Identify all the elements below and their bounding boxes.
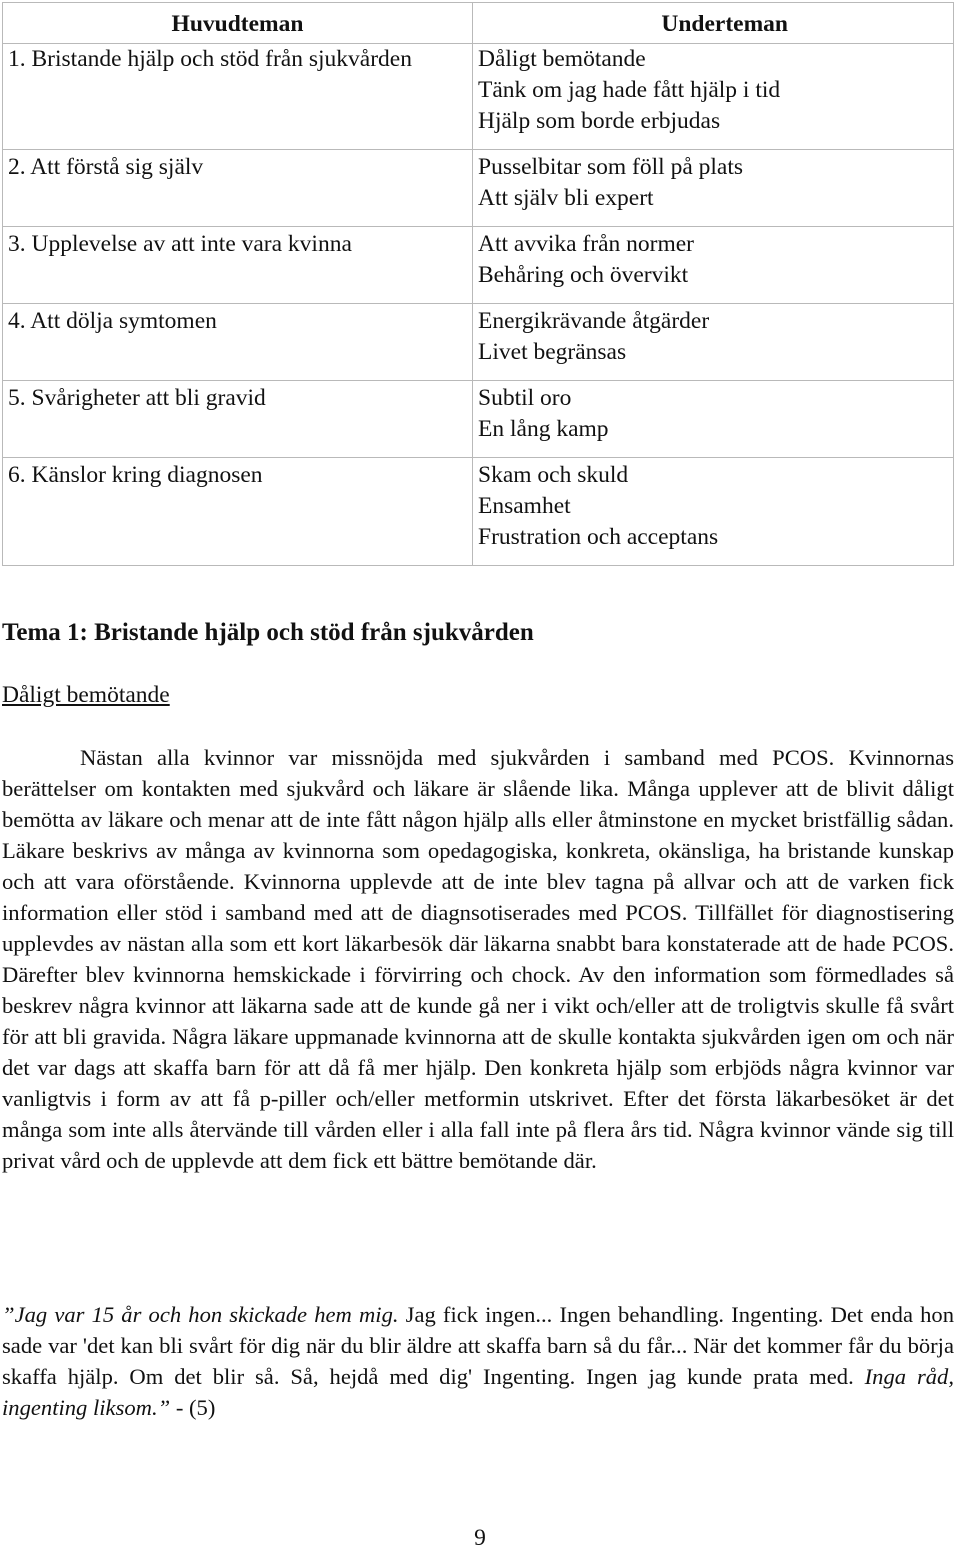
sub-themes-cell — [473, 458, 954, 566]
sub-theme: Subtil oro — [478, 385, 572, 411]
sub-theme: Att avvika från normer — [478, 231, 694, 257]
quote-italic-start: ”Jag var 15 år och hon skickade hem mig. — [2, 1302, 399, 1327]
main-theme-cell: 5. Svårigheter att bli gravid — [3, 381, 473, 458]
sub-themes-cell — [473, 304, 954, 381]
main-theme-cell: 6. Känslor kring diagnosen — [3, 458, 473, 566]
sub-theme: Pusselbitar som föll på plats — [478, 154, 744, 180]
header-sub-themes: Underteman — [473, 3, 954, 44]
main-theme-cell: 4. Att dölja symtomen — [3, 304, 473, 381]
themes-table — [2, 2, 954, 566]
sub-themes-cell — [473, 227, 954, 304]
sub-theme: Ensamhet — [478, 493, 571, 519]
body-paragraph: Nästan alla kvinnor var missnöjda med sjukvården i samband med PCOS. Kvinnornas berättelser om kontakten med sjukvård och läkare är slående lika. Många upplever att de blivit dåligt bemötta av läkare och menar att de inte fått någon hjälp alls eller åtminstone en mycket bristfällig sådan. Läkare beskrivs av många av kvinnorna som opedagogiska, konkreta, okänsliga, ha bristande kunskap och att vara oförstående. Kvinnorna upplevde att de inte blev tagna på allvar och att de varken fick information eller stöd i samband med att de diagnsotiserades med PCOS. Tillfället för diagnostisering upplevdes av nästan alla som ett kort läkarbesök där läkarna snabbt bara konstaterade att de hade PCOS. Därefter blev kvinnorna hemskickade i förvirring och chock. Av den information som förmedlades så beskrev några kvinnor att läkarna sade att de kunde gå ner i vikt och/eller att de troligtvis skulle få svårt för att bli gravida. Några läkare uppmanade kvinnorna att de skulle kontakta sjukvården igen om och när det var dags att skaffa barn för att då få mer hjälp. Den konkreta hjälp som erbjöds några kvinnor var vanligtvis i form av att få p-piller och/eller metformin utskrivet. Efter det första läkarbesöket är det många som inte alls återvände till vården eller i alla fall inte på flera års tid. Några kvinnor vände sig till privat vård och de upplevde att dem fick ett bättre bemötande där. — [2, 745, 954, 1173]
sub-theme: En lång kamp — [478, 416, 609, 442]
table-row — [3, 381, 954, 458]
interview-quote — [2, 1299, 954, 1423]
header-main-themes: Huvudteman — [3, 3, 473, 44]
sub-theme: Energikrävande åtgärder — [478, 308, 710, 334]
table-row — [3, 150, 954, 227]
main-theme-cell: 3. Upplevelse av att inte vara kvinna — [3, 227, 473, 304]
sub-theme: Frustration och acceptans — [478, 524, 719, 550]
quote-italic-end: Inga råd, ingenting liksom.” — [2, 1364, 954, 1420]
quote-text: Jag fick ingen... Ingen behandling. Ingenting. Det enda hon sade var 'det kan bli svårt för dig när du blir äldre att skaffa barn så du får... När det kommer får du börja skaffa hjälp. Om det blir så. Så, hejdå med dig' Ingenting. Ingen jag kunde prata med. — [2, 1302, 954, 1389]
sub-theme: Att själv bli expert — [478, 185, 654, 211]
sub-theme: Behåring och övervikt — [478, 262, 689, 288]
table-row — [3, 44, 954, 150]
sub-theme: Dåligt bemötande — [478, 46, 646, 72]
sub-themes-cell — [473, 44, 954, 150]
table-row — [3, 304, 954, 381]
main-theme-cell: 2. Att förstå sig själv — [3, 150, 473, 227]
table-header-row — [3, 3, 954, 44]
subtheme-heading: Dåligt bemötande — [2, 682, 170, 708]
quote-reference: - (5) — [170, 1395, 216, 1420]
sub-themes-cell — [473, 381, 954, 458]
table-row — [3, 458, 954, 566]
table-row — [3, 227, 954, 304]
main-theme-cell: 1. Bristande hjälp och stöd från sjukvården — [3, 44, 473, 150]
sub-theme: Skam och skuld — [478, 462, 629, 488]
section-title: Tema 1: Bristande hjälp och stöd från sjukvården — [2, 619, 534, 646]
sub-theme: Tänk om jag hade fått hjälp i tid — [478, 77, 781, 103]
page-number: 9 — [474, 1525, 486, 1551]
sub-theme: Hjälp som borde erbjudas — [478, 108, 721, 134]
sub-theme: Livet begränsas — [478, 339, 627, 365]
sub-themes-cell — [473, 150, 954, 227]
